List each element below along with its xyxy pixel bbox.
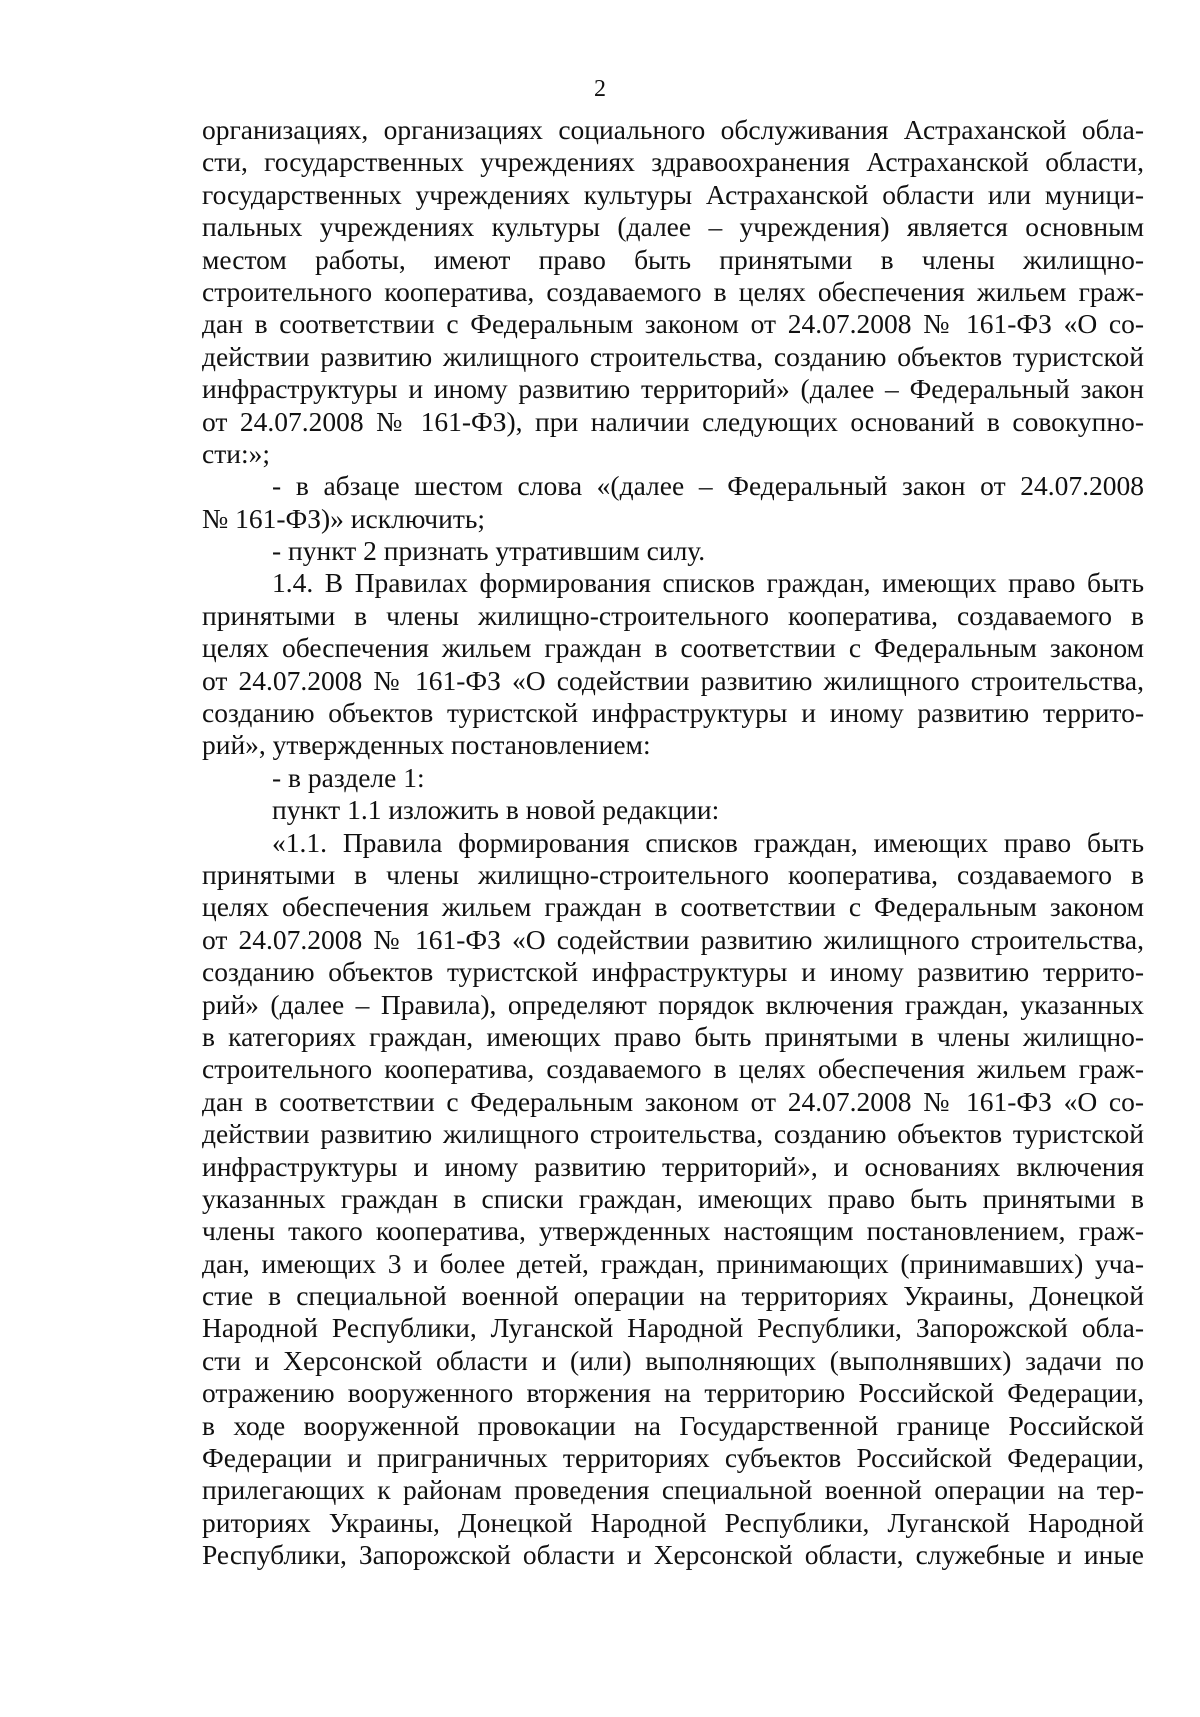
text-line: сти, государственных учреждениях здравоохранения Астраханской области, <box>202 146 1144 178</box>
text-line: сти и Херсонской области и (или) выполняющих (выполнявших) задачи по <box>202 1344 1144 1376</box>
text-line: сти:»; <box>202 437 270 469</box>
text-line: № 161-ФЗ)» исключить; <box>202 502 486 534</box>
text-line: действии развитию жилищного строительства, созданию объектов туристской <box>202 340 1144 372</box>
text-line: дан в соответствии с Федеральным законом от 24.07.2008 № 161-ФЗ «О со- <box>202 1085 1144 1117</box>
text-line: от 24.07.2008 № 161-ФЗ «О содействии развитию жилищного строительства, <box>202 664 1144 696</box>
text-line: - в разделе 1: <box>272 761 425 793</box>
text-line: указанных граждан в списки граждан, имеющих право быть принятыми в <box>202 1182 1144 1214</box>
text-line: пункт 1.1 изложить в новой редакции: <box>272 794 720 826</box>
text-line: члены такого кооператива, утвержденных настоящим постановлением, граж- <box>202 1215 1144 1247</box>
text-line: принятыми в члены жилищно-строительного кооператива, создаваемого в <box>202 599 1144 631</box>
text-line: «1.1. Правила формирования списков граждан, имеющих право быть <box>272 826 1144 858</box>
text-line: местом работы, имеют право быть принятыми в члены жилищно- <box>202 243 1144 275</box>
text-line: рий» (далее – Правила), определяют порядок включения граждан, указанных <box>202 988 1144 1020</box>
text-line: целях обеспечения жильем граждан в соответствии с Федеральным законом <box>202 632 1144 664</box>
page-number: 2 <box>594 76 606 102</box>
text-line: отражению вооруженного вторжения на территорию Российской Федерации, <box>202 1377 1144 1409</box>
text-line: риториях Украины, Донецкой Народной Республики, Луганской Народной <box>202 1506 1144 1538</box>
text-line: строительного кооператива, создаваемого в целях обеспечения жильем граж- <box>202 275 1144 307</box>
text-line: прилегающих к районам проведения специальной военной операции на тер- <box>202 1474 1144 1506</box>
text-line: инфраструктуры и иному развитию территорий» (далее – Федеральный закон <box>202 373 1144 405</box>
text-line: созданию объектов туристской инфраструктуры и иному развитию террито- <box>202 956 1144 988</box>
text-line: дан в соответствии с Федеральным законом от 24.07.2008 № 161-ФЗ «О со- <box>202 308 1144 340</box>
text-line: от 24.07.2008 № 161-ФЗ «О содействии развитию жилищного строительства, <box>202 923 1144 955</box>
text-line: рий», утвержденных постановлением: <box>202 729 651 761</box>
text-line: дан, имеющих 3 и более детей, граждан, принимающих (принимавших) уча- <box>202 1247 1144 1279</box>
text-line: целях обеспечения жильем граждан в соответствии с Федеральным законом <box>202 891 1144 923</box>
text-line: инфраструктуры и иному развитию территорий», и основаниях включения <box>202 1150 1144 1182</box>
text-line: Федерации и приграничных территориях субъектов Российской Федерации, <box>202 1442 1144 1474</box>
text-line: - в абзаце шестом слова «(далее – Федеральный закон от 24.07.2008 <box>272 470 1144 502</box>
text-line: в категориях граждан, имеющих право быть принятыми в члены жилищно- <box>202 1020 1144 1052</box>
text-line: Республики, Запорожской области и Херсонской области, служебные и иные <box>202 1539 1144 1571</box>
text-line: действии развитию жилищного строительства, созданию объектов туристской <box>202 1118 1144 1150</box>
text-line: созданию объектов туристской инфраструктуры и иному развитию террито- <box>202 697 1144 729</box>
text-line: от 24.07.2008 № 161-ФЗ), при наличии следующих оснований в совокупно- <box>202 405 1144 437</box>
text-line: государственных учреждениях культуры Астраханской области или муници- <box>202 178 1144 210</box>
text-line: принятыми в члены жилищно-строительного кооператива, создаваемого в <box>202 858 1144 890</box>
text-line: пальных учреждениях культуры (далее – учреждения) является основным <box>202 211 1144 243</box>
text-line: 1.4. В Правилах формирования списков граждан, имеющих право быть <box>272 567 1144 599</box>
text-line: в ходе вооруженной провокации на Государственной границе Российской <box>202 1409 1144 1441</box>
document-body <box>202 114 1144 1572</box>
text-line: организациях, организациях социального обслуживания Астраханской обла- <box>202 114 1144 145</box>
text-line: стие в специальной военной операции на территориях Украины, Донецкой <box>202 1280 1144 1312</box>
text-line: строительного кооператива, создаваемого в целях обеспечения жильем граж- <box>202 1053 1144 1085</box>
text-line: - пункт 2 признать утратившим силу. <box>272 535 706 567</box>
text-line: Народной Республики, Луганской Народной Республики, Запорожской обла- <box>202 1312 1144 1344</box>
